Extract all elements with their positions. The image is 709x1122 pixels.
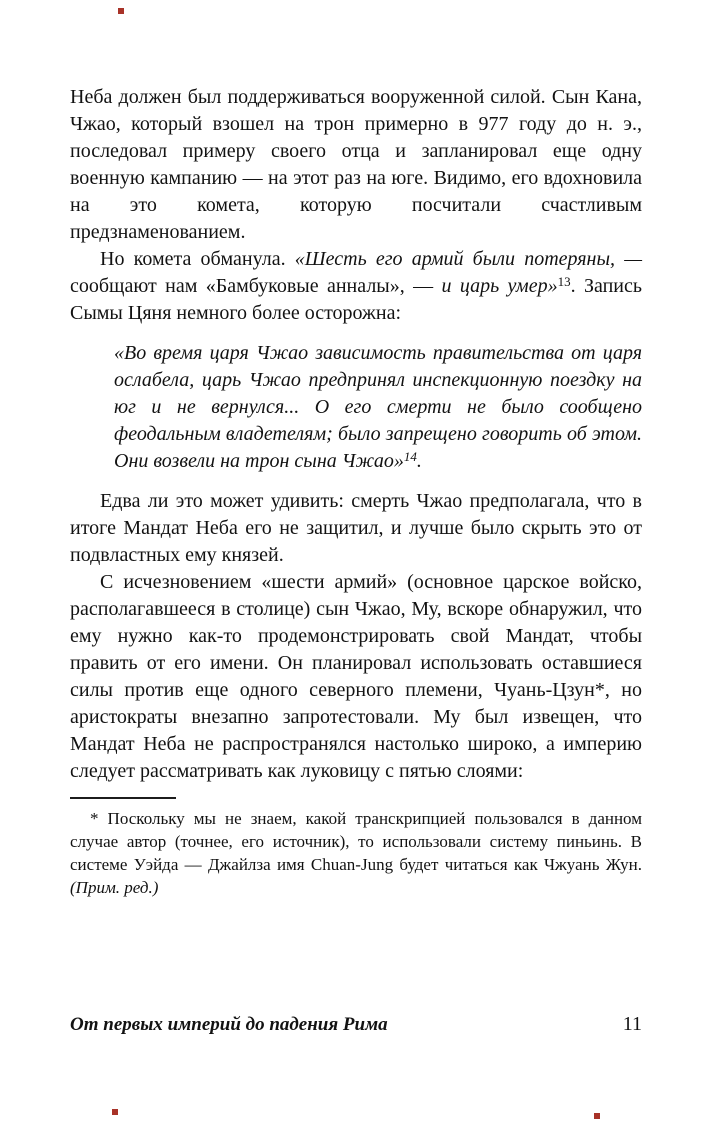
paragraph-2 — [70, 246, 642, 327]
page-footer — [70, 1013, 642, 1036]
footnote-marker: * — [90, 809, 99, 828]
paragraph-4-text: С исчезновением «шести армий» (основное царское войско, располагавшееся в столице) сын Чжао, Му, вскоре обнаружил, что ему нужно как-то продемонстрировать свой Мандат, чтобы править от его имени. Он планировал использовать оставшиеся силы против еще одного северного племени, Чуань-Цзун*, но аристократы внезапно запротестовали. Му был извещен, что Мандат Неба не распространялся настолько широко, а империю следует рассматривать как луковицу с пятью слоями: — [70, 571, 642, 782]
running-title: От первых империй до падения Рима — [70, 1014, 388, 1035]
footnote-reference-13: 13 — [557, 274, 571, 289]
paragraph-1 — [70, 84, 642, 246]
footnote-text: Поскольку мы не знаем, какой транскрипцией пользовался в данном случае автор (точнее, его источник), то использовали систему пиньинь. В системе Уэйда — Джайлза имя Chuan-Jung будет читаться как Чжуань Жун. — [70, 809, 642, 874]
footnote — [70, 807, 642, 899]
block-quote — [114, 340, 642, 475]
quoted-phrase-italic-2: и царь умер» — [441, 275, 558, 297]
quoted-phrase-italic: «Шесть его армий были потеряны, — — [294, 248, 642, 270]
paragraph-3-text: Едва ли это может удивить: смерть Чжао предполагала, что в итоге Мандат Неба его не защитил, и лучше было скрыть это от подвластных ему князей. — [70, 490, 642, 566]
paragraph-4 — [70, 569, 642, 785]
quote-tail: . — [416, 450, 422, 472]
paragraph-2-tail: . Запись Сымы Цяня немного более осторожна: — [70, 275, 642, 324]
footnote-reference-14: 14 — [403, 449, 417, 464]
footnote-divider — [70, 797, 176, 799]
paragraph-1-text: Неба должен был поддерживаться вооруженной силой. Сын Кана, Чжао, который взошел на трон примерно в 977 году до н. э., последовал примеру своего отца и запланировал еще одну военную кампанию — на этот раз на юге. Видимо, его вдохновила на это комета, которую посчитали счастливым предзнаменованием. — [70, 86, 642, 243]
registration-mark-bottom-left — [112, 1109, 118, 1115]
paragraph-3 — [70, 488, 642, 569]
registration-mark-bottom-right — [594, 1113, 600, 1119]
quote-text: «Во время царя Чжао зависимость правительства от царя ослабела, царь Чжао предпринял инспекционную поездку на юг и не вернулся... О его смерти не было сообщено феодальным владетелям; было запрещено говорить об этом. Они возвели на трон сына Чжао» — [114, 342, 642, 472]
editor-note: (Прим. ред.) — [70, 878, 159, 897]
paragraph-2-text: Но комета обманула. — [100, 248, 295, 270]
text-block — [70, 84, 642, 899]
registration-mark-top-left — [118, 8, 124, 14]
attribution-text: сообщают нам «Бамбуковые анналы», — — [70, 275, 442, 297]
page-number: 11 — [622, 1013, 642, 1035]
